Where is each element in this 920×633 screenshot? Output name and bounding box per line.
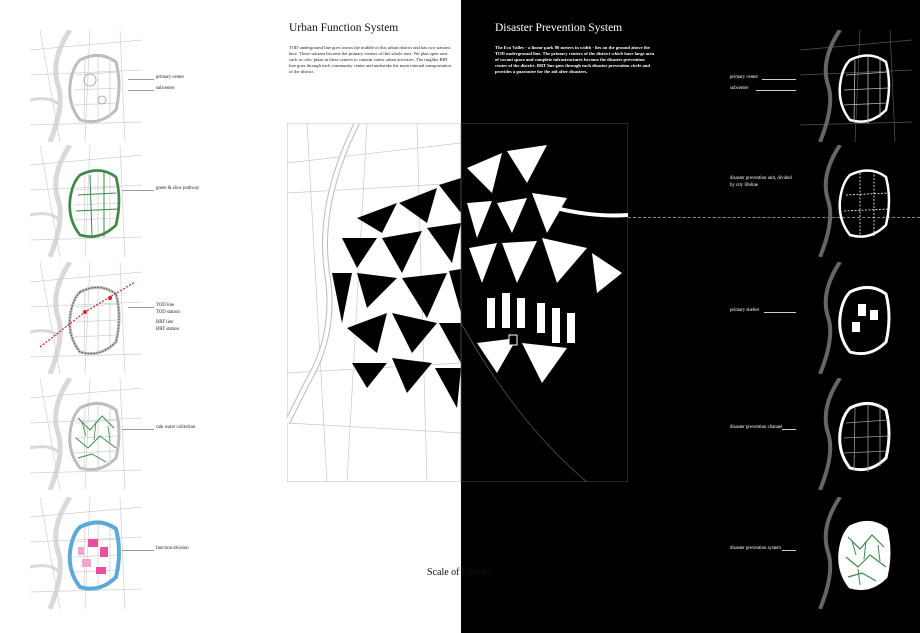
thumbnail-prevention-system xyxy=(800,497,912,609)
label-primary-center-right: primary center xyxy=(730,75,759,80)
leader-line xyxy=(782,429,796,430)
thumbnail-primary-shelter xyxy=(800,262,912,374)
label-tod-line: TOD line xyxy=(156,303,175,308)
scale-of-district-caption: Scale of District xyxy=(427,567,492,578)
label-tod-station: TOD station xyxy=(156,310,180,315)
leader-line xyxy=(122,190,154,191)
leader-line xyxy=(782,550,796,551)
thumbnail-centers-right xyxy=(800,30,912,142)
disaster-prevention-title: Disaster Prevention System xyxy=(495,22,623,34)
leader-line xyxy=(756,90,796,91)
thumbnail-rain-water xyxy=(30,378,142,490)
label-brt-line: BRT line xyxy=(156,320,174,325)
label-prevention-unit: disaster prevention unit, divided by city lifeline xyxy=(730,176,792,188)
label-rain-water: rain water collection xyxy=(156,425,196,430)
thumbnail-prevention-channel xyxy=(800,378,912,490)
label-primary-center-left: primary center xyxy=(156,75,185,80)
label-prevention-system: disaster prevention system xyxy=(730,546,781,551)
main-district-map xyxy=(287,123,628,482)
thumbnail-tod-brt xyxy=(30,262,142,374)
label-subcenter-right: subcenter xyxy=(730,86,749,91)
label-subcenter-left: subcenter xyxy=(156,86,175,91)
urban-function-title: Urban Function System xyxy=(289,22,399,34)
label-primary-shelter: primary shelter xyxy=(730,308,760,313)
label-prevention-channel: disaster prevention channel xyxy=(730,425,783,430)
thumbnail-prevention-unit xyxy=(800,145,912,257)
leader-line xyxy=(128,90,154,91)
label-green-pathway: green & slow pathway xyxy=(156,186,200,191)
label-function-division: function division xyxy=(156,546,189,551)
urban-function-paragraph: TOD underground line goes across the middle of this urban district and has two stations here. These stations become the primary centers of this whole area. We plan open area such as civic plaza in these centers to contain varies urban activities. The ringlike BRT line goes through each community center and undertake the main internal transportation of the district. xyxy=(289,45,451,74)
leader-line xyxy=(122,550,154,551)
thumbnail-green-pathway xyxy=(30,145,142,257)
thumbnail-function-division xyxy=(30,497,142,609)
leader-line xyxy=(764,312,796,313)
leader-line xyxy=(128,307,154,308)
leader-line xyxy=(128,79,154,80)
label-brt-station: BRT station xyxy=(156,327,179,332)
disaster-prevention-paragraph: The Eco Valley - a linear park 80 meters in width - lies on the ground above the TOD underground line. The primary centers of the district which have large area of vacant space and complete infrastructures become the disaster prevention center of the district. BRT line goes through each disaster prevention circle and provides a guarantee for the aid after disasters. xyxy=(495,45,655,74)
leader-line xyxy=(762,79,796,80)
thumbnail-centers-left xyxy=(30,30,142,142)
leader-line xyxy=(122,429,154,430)
